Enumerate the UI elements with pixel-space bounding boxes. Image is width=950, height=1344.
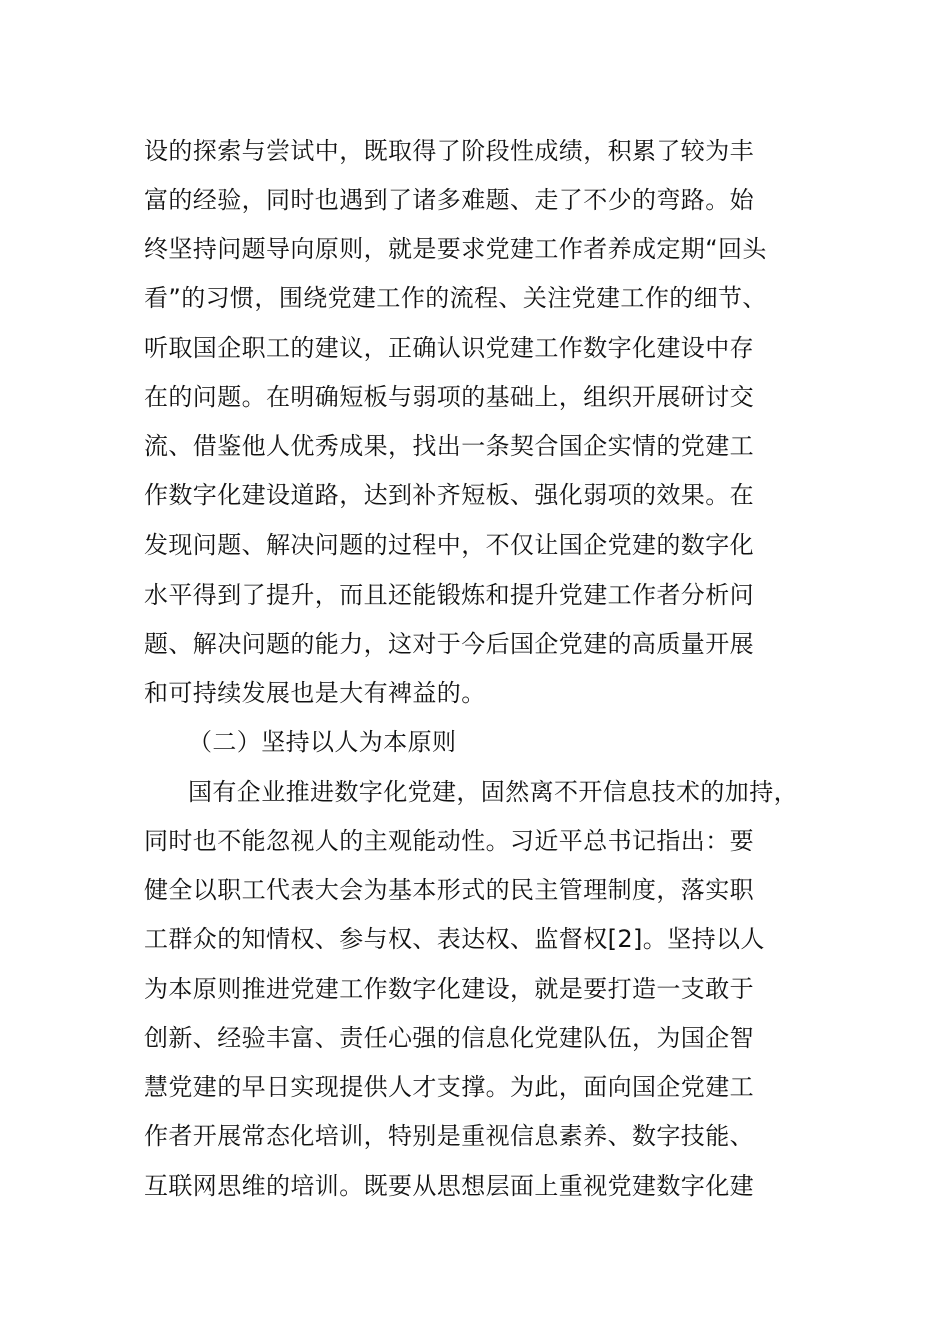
text-line: 富的经验，同时也遇到了诸多难题、走了不少的弯路。始 <box>144 186 754 214</box>
text-line: 终坚持问题导向原则，就是要求党建工作者养成定期“回头 <box>144 235 767 263</box>
text-line: 设的探索与尝试中，既取得了阶段性成绩，积累了较为丰 <box>144 137 754 165</box>
text-line: 互联网思维的培训。既要从思想层面上重视党建数字化建 <box>144 1172 754 1200</box>
section-heading: （二）坚持以人为本原则 <box>188 728 457 756</box>
text-line: 在的问题。在明确短板与弱项的基础上，组织开展研讨交 <box>144 383 754 411</box>
text-line: 和可持续发展也是大有裨益的。 <box>144 679 486 707</box>
text-line: 国有企业推进数字化党建，固然离不开信息技术的加持， <box>188 778 798 806</box>
text-line: 听取国企职工的建议，正确认识党建工作数字化建设中存 <box>144 334 754 362</box>
text-line: 为本原则推进党建工作数字化建设，就是要打造一支敢于 <box>144 975 754 1003</box>
text-line: 题、解决问题的能力，这对于今后国企党建的高质量开展 <box>144 630 754 658</box>
text-line: 创新、经验丰富、责任心强的信息化党建队伍，为国企智 <box>144 1024 754 1052</box>
text-line: 慧党建的早日实现提供人才支撑。为此，面向国企党建工 <box>144 1073 754 1101</box>
text-line: 看”的习惯，围绕党建工作的流程、关注党建工作的细节、 <box>144 284 767 312</box>
text-line: 作者开展常态化培训，特别是重视信息素养、数字技能、 <box>144 1122 754 1150</box>
text-line: 健全以职工代表大会为基本形式的民主管理制度，落实职 <box>144 876 754 904</box>
text-line: 发现问题、解决问题的过程中，不仅让国企党建的数字化 <box>144 531 754 559</box>
text-line: 水平得到了提升，而且还能锻炼和提升党建工作者分析问 <box>144 581 754 609</box>
text-line: 同时也不能忽视人的主观能动性。习近平总书记指出：要 <box>144 827 754 855</box>
text-line: 工群众的知情权、参与权、表达权、监督权[2]。坚持以人 <box>144 925 765 953</box>
text-line: 流、借鉴他人优秀成果，找出一条契合国企实情的党建工 <box>144 432 754 460</box>
text-line: 作数字化建设道路，达到补齐短板、强化弱项的效果。在 <box>144 481 754 509</box>
